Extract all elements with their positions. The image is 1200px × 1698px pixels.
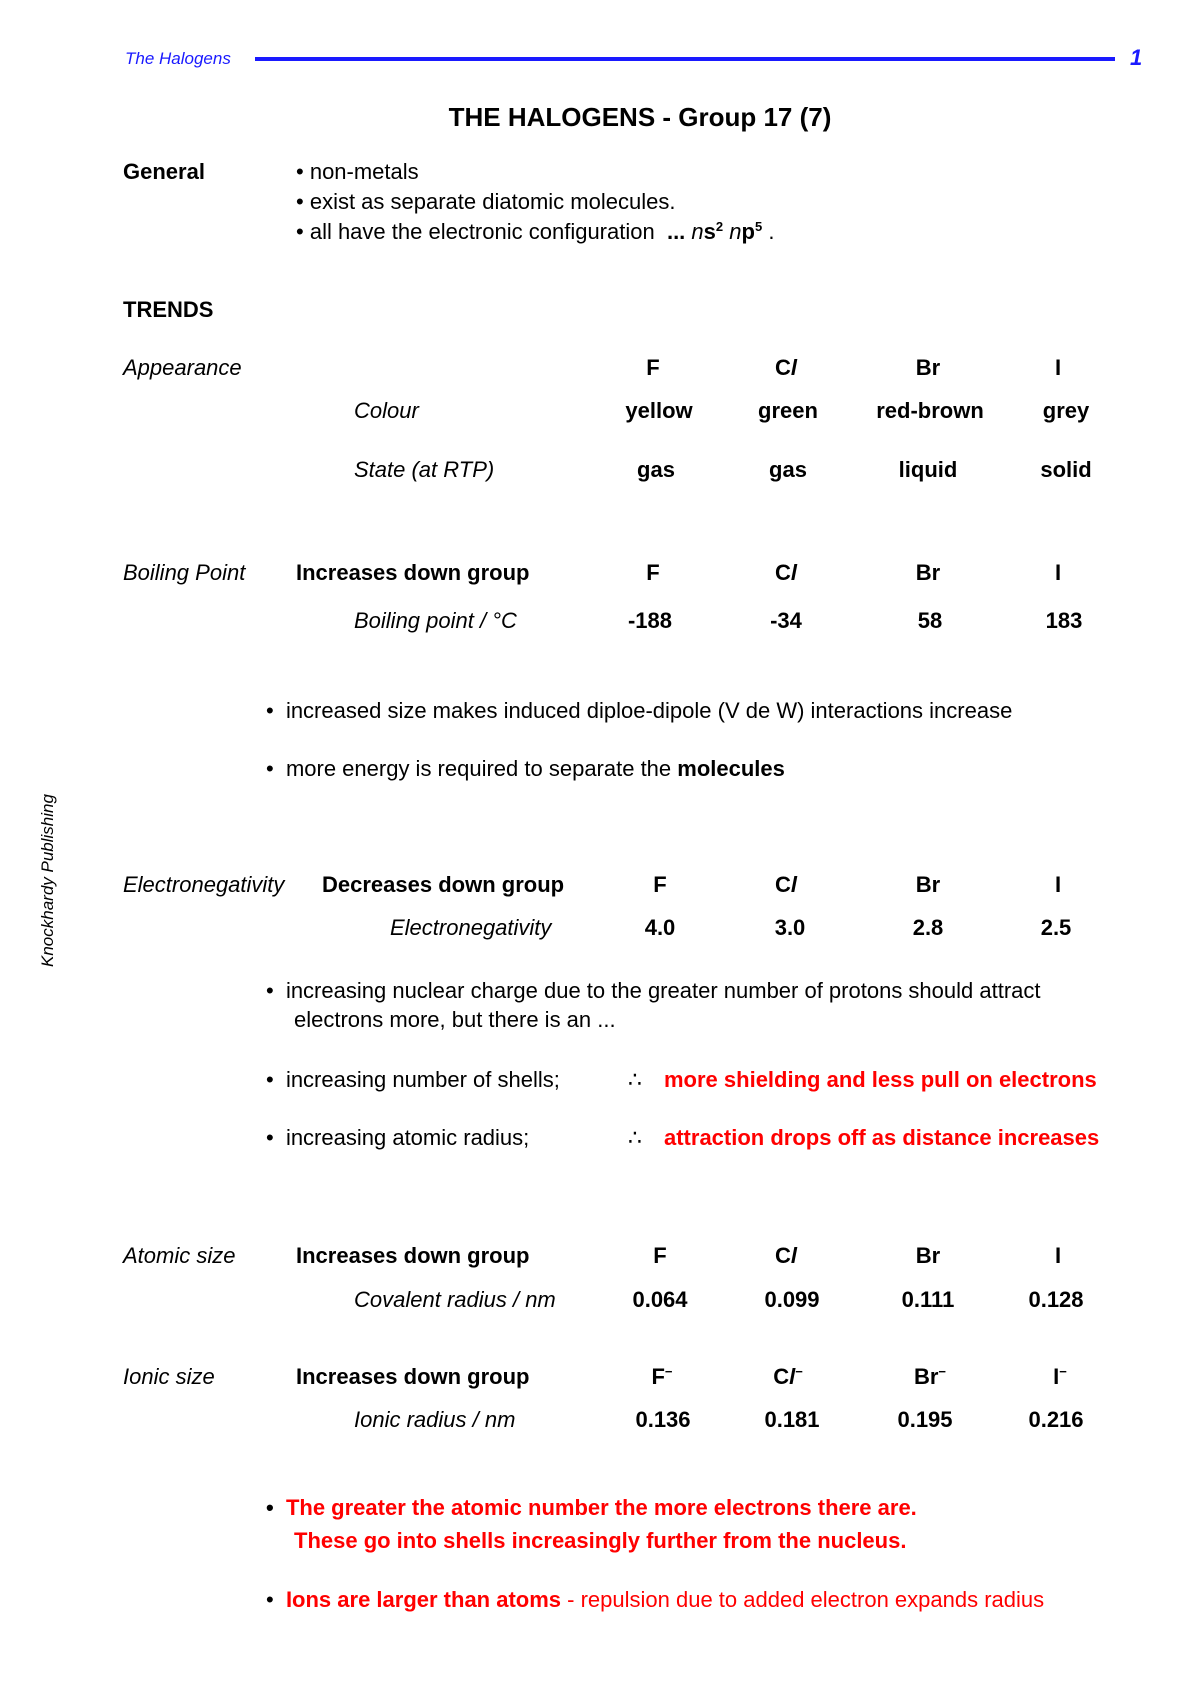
en-element-i: I <box>1054 872 1062 897</box>
atomic-size-trend: Increases down group <box>296 1243 530 1268</box>
page-number: 1 <box>1130 45 1143 70</box>
en-value-i: 2.5 <box>1040 915 1072 940</box>
ionic-size-label: Ionic size <box>123 1364 215 1389</box>
en-bullet-3: • increasing atomic radius; <box>266 1125 530 1150</box>
en-trend: Decreases down group <box>322 872 565 897</box>
bp-element-cl: Cl <box>774 560 797 585</box>
atomic-size-label: Atomic size <box>123 1243 236 1268</box>
element-br: Br <box>915 355 941 380</box>
as-element-f: F <box>653 1243 667 1268</box>
ir-value-i: 0.216 <box>1028 1407 1084 1432</box>
bp-value-cl: -34 <box>770 608 802 633</box>
bp-bullet-1: • increased size makes induced diploe-dipole (V de W) interactions increase <box>266 698 1013 723</box>
therefore-symbol-2: ∴ <box>628 1125 642 1150</box>
state-label: State (at RTP) <box>354 457 495 482</box>
colour-label: Colour <box>354 398 419 423</box>
bp-value-f: -188 <box>627 608 673 633</box>
bp-element-br: Br <box>915 560 941 585</box>
as-element-br: Br <box>915 1243 941 1268</box>
en-bullet-1: • increasing nuclear charge due to the greater number of protons should attract <box>266 978 1041 1003</box>
publisher-side-text: Knockhardy Publishing <box>38 794 57 967</box>
element-i: I <box>1054 355 1062 380</box>
ion-i: I− <box>1053 1364 1067 1389</box>
en-label: Electronegativity <box>123 872 285 897</box>
en-element-f: F <box>653 872 667 897</box>
en-bullet-2: • increasing number of shells; <box>266 1067 560 1092</box>
state-f: gas <box>637 457 675 482</box>
cr-value-br: 0.111 <box>901 1287 955 1312</box>
state-i: solid <box>1040 457 1092 482</box>
bp-value-i: 183 <box>1045 608 1083 633</box>
as-element-cl: Cl <box>774 1243 797 1268</box>
en-value-br: 2.8 <box>912 915 944 940</box>
state-br: liquid <box>898 457 958 482</box>
bp-element-f: F <box>646 560 660 585</box>
general-bullet-3: • all have the electronic configuration ... $ns^2$ $np^5$ . <box>296 219 775 244</box>
appearance-label: Appearance <box>123 355 242 380</box>
element-f: F <box>646 355 660 380</box>
bp-value-br: 58 <box>917 608 943 633</box>
colour-br: red-brown <box>876 398 984 423</box>
boiling-label: Boiling Point <box>123 560 246 585</box>
colour-f: yellow <box>625 398 693 423</box>
ir-value-cl: 0.181 <box>764 1407 820 1432</box>
bp-bullet-2: • more energy is required to separate the molecules <box>266 756 785 781</box>
ion-f: F− <box>651 1364 673 1389</box>
general-bullet-2: • exist as separate diatomic molecules. <box>296 189 676 214</box>
en-value-cl: 3.0 <box>774 915 806 940</box>
bp-element-i: I <box>1054 560 1062 585</box>
ir-value-br: 0.195 <box>897 1407 953 1432</box>
ir-value-f: 0.136 <box>635 1407 691 1432</box>
therefore-symbol-1: ∴ <box>628 1067 642 1092</box>
general-bullet-1: • non-metals <box>296 159 419 184</box>
state-cl: gas <box>769 457 807 482</box>
en-bullet-3-reason: attraction drops off as distance increases <box>664 1125 1100 1150</box>
ion-br: Br− <box>913 1364 947 1389</box>
conclusion-line-3: • Ions are larger than atoms - repulsion due to added electron expands radius <box>266 1587 1045 1612</box>
en-row-label: Electronegativity <box>390 915 552 940</box>
en-element-cl: Cl <box>774 872 797 897</box>
en-element-br: Br <box>915 872 941 897</box>
cr-value-cl: 0.099 <box>764 1287 820 1312</box>
bp-row-label: Boiling point / °C <box>354 608 517 633</box>
cr-value-f: 0.064 <box>632 1287 688 1312</box>
en-bullet-2-reason: more shielding and less pull on electrons <box>664 1067 1097 1092</box>
en-bullet-1-cont: electrons more, but there is an ... <box>294 1007 616 1032</box>
en-value-f: 4.0 <box>644 915 676 940</box>
header-rule <box>255 57 1115 61</box>
ionic-size-trend: Increases down group <box>296 1364 530 1389</box>
page-title: THE HALOGENS - Group 17 (7) <box>448 102 832 132</box>
conclusion-line-1: • The greater the atomic number the more electrons there are. <box>266 1495 917 1520</box>
as-element-i: I <box>1054 1243 1062 1268</box>
conclusion-line-2: These go into shells increasingly further from the nucleus. <box>294 1528 907 1553</box>
general-label: General <box>123 159 205 184</box>
ion-cl: Cl− <box>773 1364 803 1389</box>
covalent-radius-label: Covalent radius / nm <box>354 1287 556 1312</box>
boiling-trend: Increases down group <box>296 560 530 585</box>
colour-i: grey <box>1042 398 1090 423</box>
running-header: The Halogens <box>125 49 231 68</box>
ionic-radius-label: Ionic radius / nm <box>354 1407 516 1432</box>
colour-cl: green <box>758 398 818 423</box>
cr-value-i: 0.128 <box>1028 1287 1084 1312</box>
element-cl: Cl <box>774 355 797 380</box>
trends-heading: TRENDS <box>123 297 214 322</box>
